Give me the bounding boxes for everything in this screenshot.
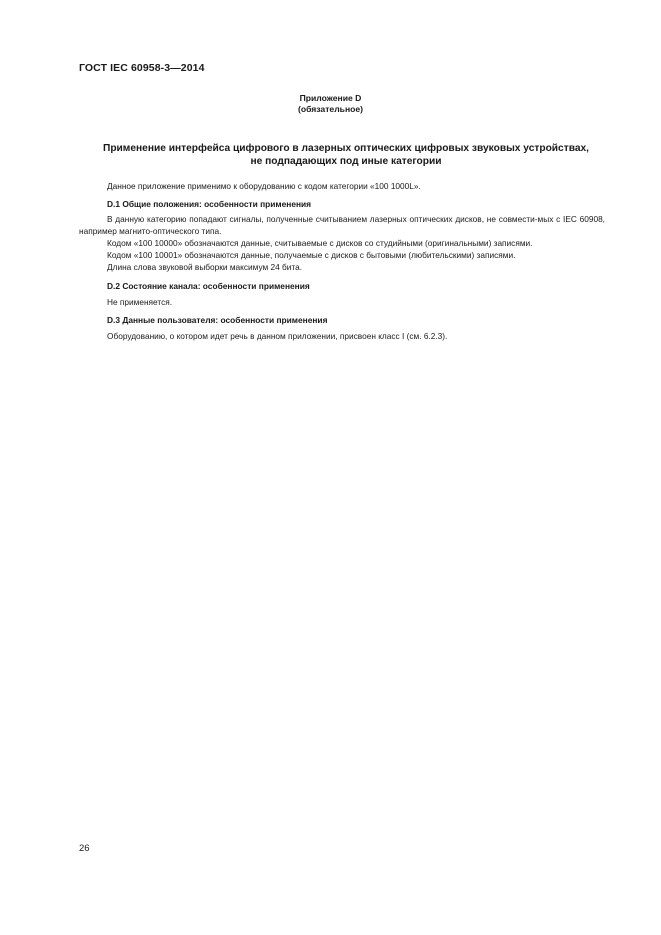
document-title — [70, 142, 622, 168]
intro-paragraph: Данное приложение применимо к оборудованию с кодом категории «100 1000L». — [107, 181, 421, 191]
section-d3-heading: D.3 Данные пользователя: особенности применения — [107, 315, 328, 325]
annex-status: (обязательное) — [297, 104, 364, 114]
document-title-line2: не подпадающих под иные категории — [250, 156, 442, 167]
section-d2-paragraph-1: Не применяется. — [107, 297, 173, 307]
section-d1-paragraph-1: В данную категорию попадают сигналы, полученные считыванием лазерных оптических дисков, не совмести-мых с IEC 60908, например магнито-оптического типа. — [79, 214, 605, 236]
section-d1-paragraph-3: Кодом «100 10001» обозначаются данные, получаемые с дисков с бытовыми (любительскими) записями. — [107, 250, 516, 260]
section-d2-heading: D.2 Состояние канала: особенности применения — [107, 281, 310, 291]
section-d1-paragraph-2: Кодом «100 10000» обозначаются данные, считываемые с дисков со студийными (оригинальными) записями. — [107, 238, 533, 248]
section-d1-heading: D.1 Общие положения: особенности применения — [107, 199, 312, 209]
annex-title: Приложение D — [299, 93, 362, 103]
section-d1-paragraph-4: Длина слова звуковой выборки максимум 24 бита. — [107, 262, 303, 272]
standard-code: ГОСТ IEC 60958-3—2014 — [79, 62, 205, 74]
document-title-line1: Применение интерфейса цифрового в лазерных оптических цифровых звуковых устройствах, — [103, 143, 589, 154]
page-number: 26 — [79, 843, 90, 854]
section-d3-paragraph-1: Оборудованию, о котором идет речь в данном приложении, присвоен класс I (см. 6.2.3). — [107, 331, 448, 341]
